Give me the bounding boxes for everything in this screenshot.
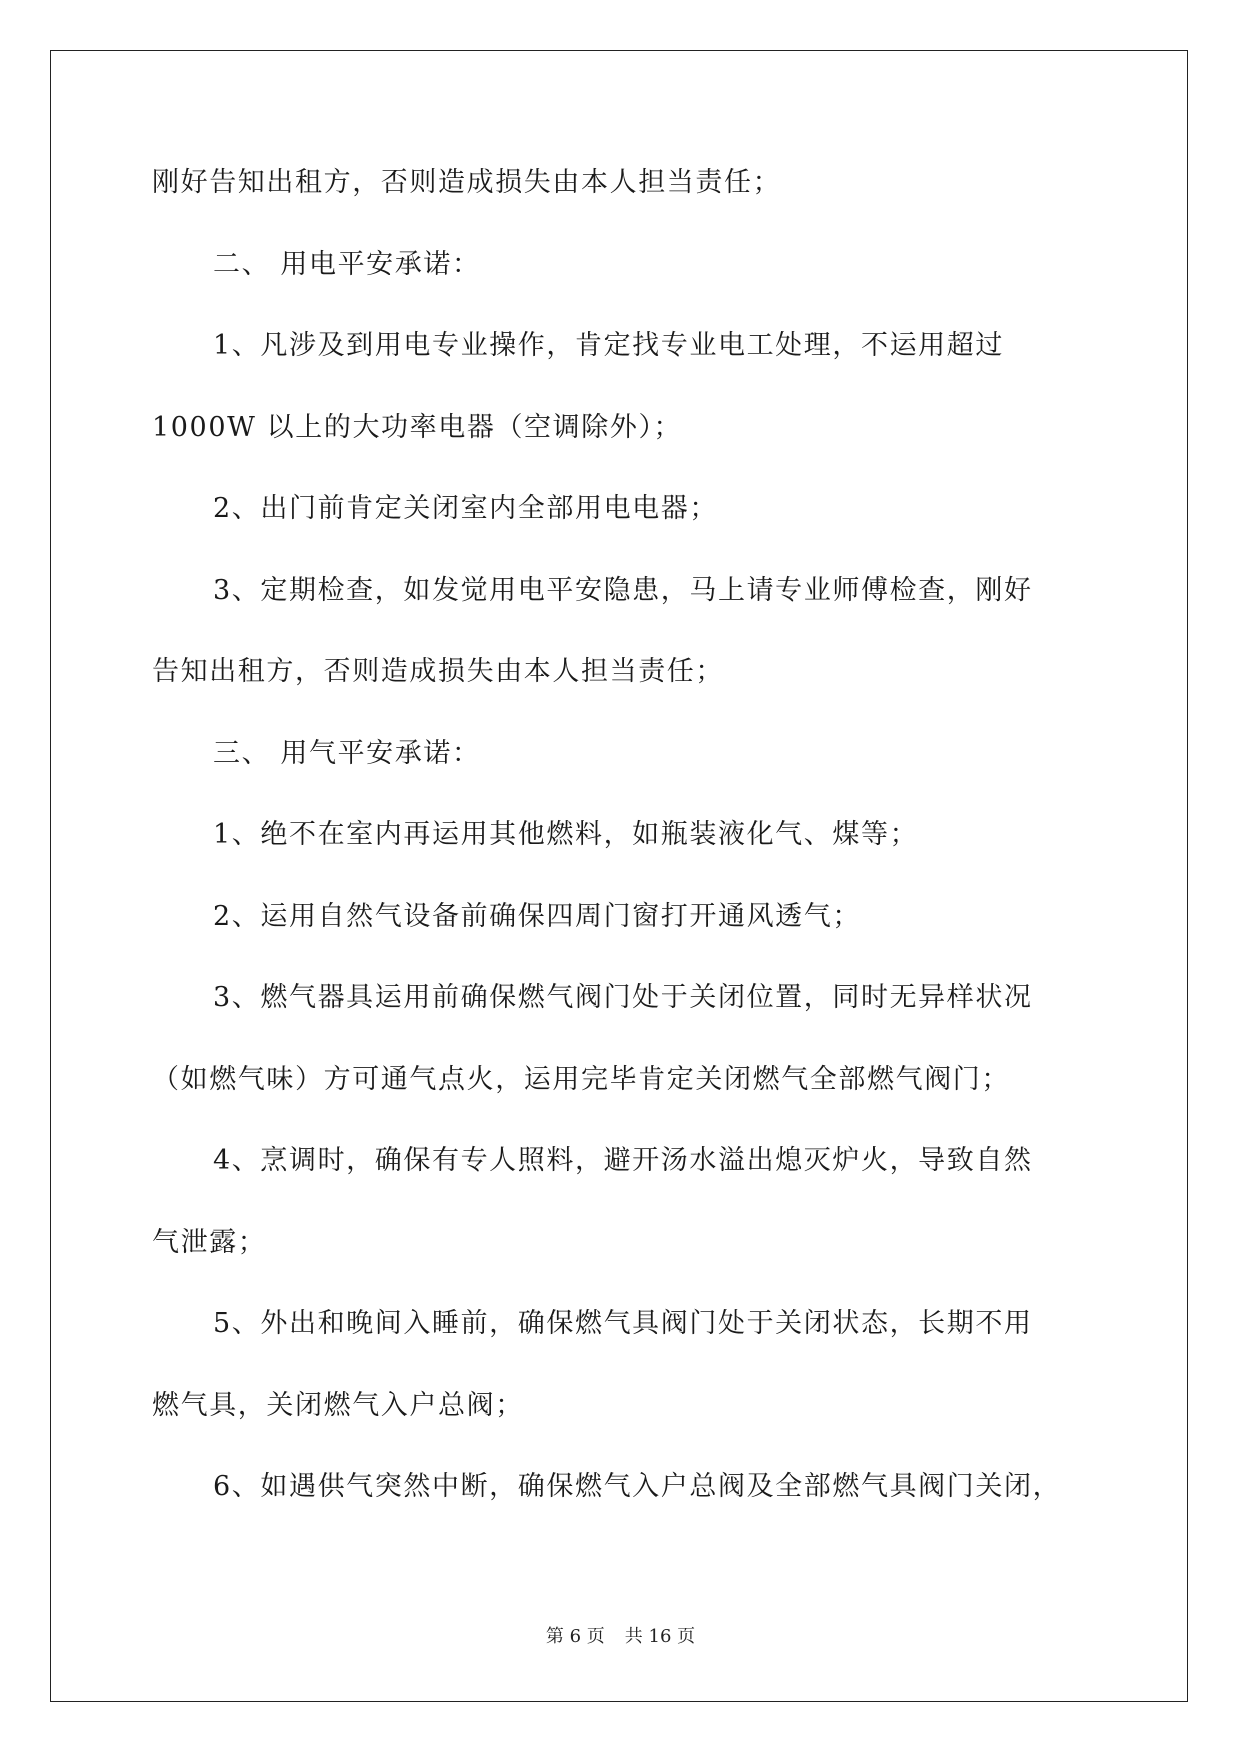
paragraph-line: 6、如遇供气突然中断，确保燃气入户总阀及全部燃气具阀门关闭， (213, 1471, 1062, 1502)
paragraph-line: 3、定期检查，如发觉用电平安隐患，马上请专业师傅检查，刚好 (213, 574, 1033, 606)
paragraph-line: 刚好告知出租方，否则造成损失由本人担当责任； (152, 167, 782, 198)
paragraph-line: 5、外出和晚间入睡前，确保燃气具阀门处于关闭状态，长期不用 (213, 1308, 1033, 1339)
paragraph-line: 1、凡涉及到用电专业操作，肯定找专业电工处理，不运用超过 (213, 330, 1004, 361)
paragraph-line: 3、燃气器具运用前确保燃气阀门处于关闭位置，同时无异样状况 (213, 982, 1033, 1013)
paragraph-line: 告知出租方，否则造成损失由本人担当责任； (152, 656, 724, 687)
paragraph-line: 2、运用自然气设备前确保四周门窗打开通风透气； (213, 900, 861, 932)
paragraph-line: 4、烹调时，确保有专人照料，避开汤水溢出熄灭炉火，导致自然 (213, 1145, 1033, 1176)
paragraph-line: 2、出门前肯定关闭室内全部用电电器； (213, 493, 718, 524)
paragraph-line: 燃气具，关闭燃气入户总阀； (152, 1389, 524, 1421)
paragraph-line: 1000W 以上的大功率电器（空调除外）； (152, 411, 683, 443)
paragraph-line: 气泄露； (152, 1226, 267, 1258)
section-heading-electricity: 二、 用电平安承诺： (213, 248, 481, 280)
page-total: 共 16 页 (624, 1626, 696, 1647)
paragraph-line: （如燃气味）方可通气点火，运用完毕肯定关闭燃气全部燃气阀门； (152, 1063, 1010, 1095)
page-footer (0, 1622, 1241, 1648)
paragraph-line: 1、绝不在室内再运用其他燃料，如瓶装液化气、煤等； (213, 819, 919, 850)
page-number: 第 6 页 (545, 1626, 605, 1647)
section-heading-gas: 三、 用气平安承诺： (213, 737, 481, 769)
document-body (152, 163, 1087, 1549)
